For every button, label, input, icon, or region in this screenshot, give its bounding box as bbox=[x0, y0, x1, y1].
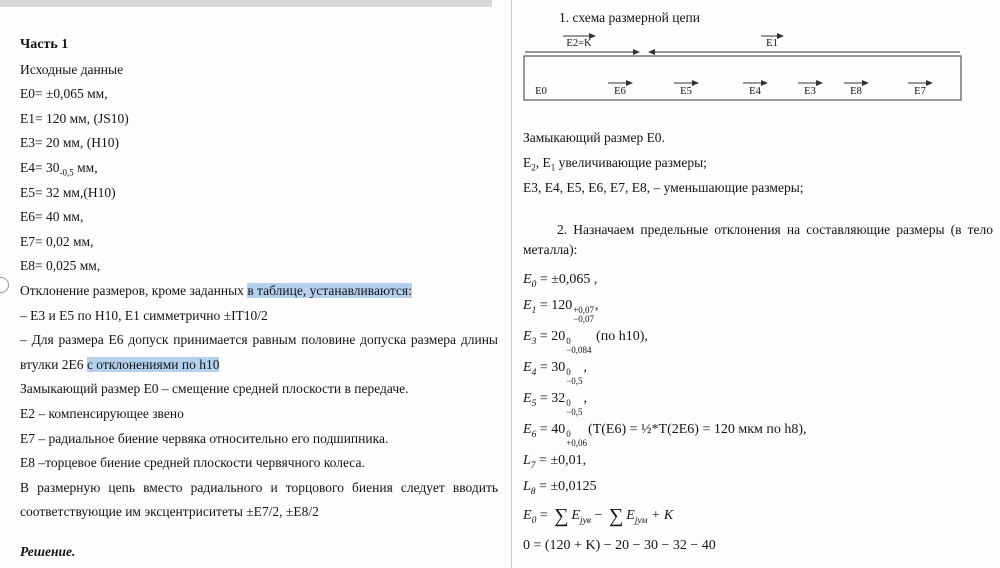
note-increasing-sizes: $E_2$, $E_1$ увеличивающие размеры; bbox=[523, 155, 707, 173]
solution-heading: Решение. bbox=[20, 543, 76, 559]
part-title: Часть 1 bbox=[20, 37, 69, 52]
formula-l7: $L_7 = \pm 0,01$, bbox=[523, 452, 587, 471]
diagram-label-e8: E8 bbox=[850, 86, 862, 97]
section-1-title: 1. схема размерной цепи bbox=[559, 10, 700, 25]
paragraph-e6-tolerance: – Для размера E6 допуск принимается равным половине допуска размера длины втулки 2Е6 с отклонениями по h10 bbox=[20, 332, 498, 372]
given-line: E8= 0,025 мм, bbox=[20, 258, 101, 274]
given-line: E1= 120 мм, (JS10) bbox=[20, 110, 129, 126]
given-heading: Исходные данные bbox=[20, 61, 124, 77]
left-column bbox=[20, 33, 498, 564]
paragraph-eccentricity: В размерную цепь вместо радиального и торцового биения следует вводить соответствующие им эксцентриситеты ±E7/2, ±E8/2 bbox=[20, 479, 498, 520]
paragraph-e7-runout: E7 – радиальное биение червяка относительно его подшипника. bbox=[20, 430, 389, 446]
dimension-chain-diagram bbox=[523, 32, 963, 110]
diagram-label-e4: E4 bbox=[749, 86, 761, 97]
chain-outline-box bbox=[524, 56, 961, 100]
formula-e5: $E_5 = 32$ 0 −0,5 , bbox=[523, 390, 588, 417]
right-column bbox=[523, 10, 993, 559]
formula-e0: $E_0 = \pm 0,065$ , bbox=[523, 272, 598, 290]
paragraph-e2-link: E2 – компенсирующее звено bbox=[20, 405, 184, 421]
formula-balance: 0 = (120 + K) − 20 − 30 − 32 − 40 bbox=[523, 538, 716, 554]
note-decreasing-sizes: E3, E4, E5, E6, E7, E8, – уменьшающие размеры; bbox=[523, 180, 804, 195]
notes-block bbox=[523, 125, 993, 200]
given-line: E6= 40 мм, bbox=[20, 209, 84, 225]
paragraph-e8-runout: E8 –торцевое биение средней плоскости червячного колеса. bbox=[20, 455, 365, 471]
diagram-label-e7: E7 bbox=[914, 86, 926, 97]
section-2-title: 2. Назначаем предельные отклонения на составляющие размеры (в тело металла): bbox=[523, 222, 993, 257]
diagram-label-e0: E0 bbox=[535, 86, 547, 97]
formula-e1: $E_1 = 120$ +0,07 −0,07 , bbox=[523, 297, 599, 324]
column-divider bbox=[511, 0, 512, 568]
formula-e3: $E_3 = 20$ 0 −0,084 (по h10), bbox=[523, 328, 648, 355]
formula-l8: $L_8 = \pm 0,0125$ bbox=[523, 478, 597, 497]
diagram-label-e3: E3 bbox=[804, 86, 816, 97]
given-line: E5= 32 мм,(H10) bbox=[20, 184, 116, 200]
note-closing-size: Замыкающий размер E0. bbox=[523, 130, 665, 145]
given-line: E7= 0,02 мм, bbox=[20, 233, 94, 249]
formula-e6: $E_6 = 40$ 0 +0,06 (T(E6) = ½*T(2E6) = 120 мкм по h8), bbox=[523, 421, 807, 448]
diagram-label-e6: E6 bbox=[614, 86, 626, 97]
toolbar-edge-strip bbox=[0, 0, 492, 7]
paragraph-deviations: Отклонение размеров, кроме заданных в таблице, устанавливаются: bbox=[20, 282, 412, 298]
paragraph-e3-e5-rule: – E3 и E5 по H10, E1 симметрично ±IT10/2 bbox=[20, 307, 268, 323]
given-line: $E4= 30_{-0,5}$ мм, bbox=[20, 159, 98, 178]
paragraph-closing-size: Замыкающий размер E0 – смещение средней плоскости в передаче. bbox=[20, 381, 409, 397]
diagram-label-e5: E5 bbox=[680, 86, 692, 97]
formula-sum: $E_0$ = ∑ $E_{jув}$ − ∑ $E_{jум} + K$ bbox=[523, 505, 674, 528]
formulas-block bbox=[523, 267, 993, 559]
given-line: E3= 20 мм, (H10) bbox=[20, 135, 119, 151]
diagram-label-e2k: E2=K bbox=[566, 38, 592, 49]
given-line: E0= ±0,065 мм, bbox=[20, 86, 108, 102]
diagram-label-e1: E1 bbox=[766, 38, 778, 49]
selection-handle[interactable] bbox=[0, 277, 9, 293]
formula-e4: $E_4 = 30$ 0 −0,5 , bbox=[523, 359, 588, 386]
